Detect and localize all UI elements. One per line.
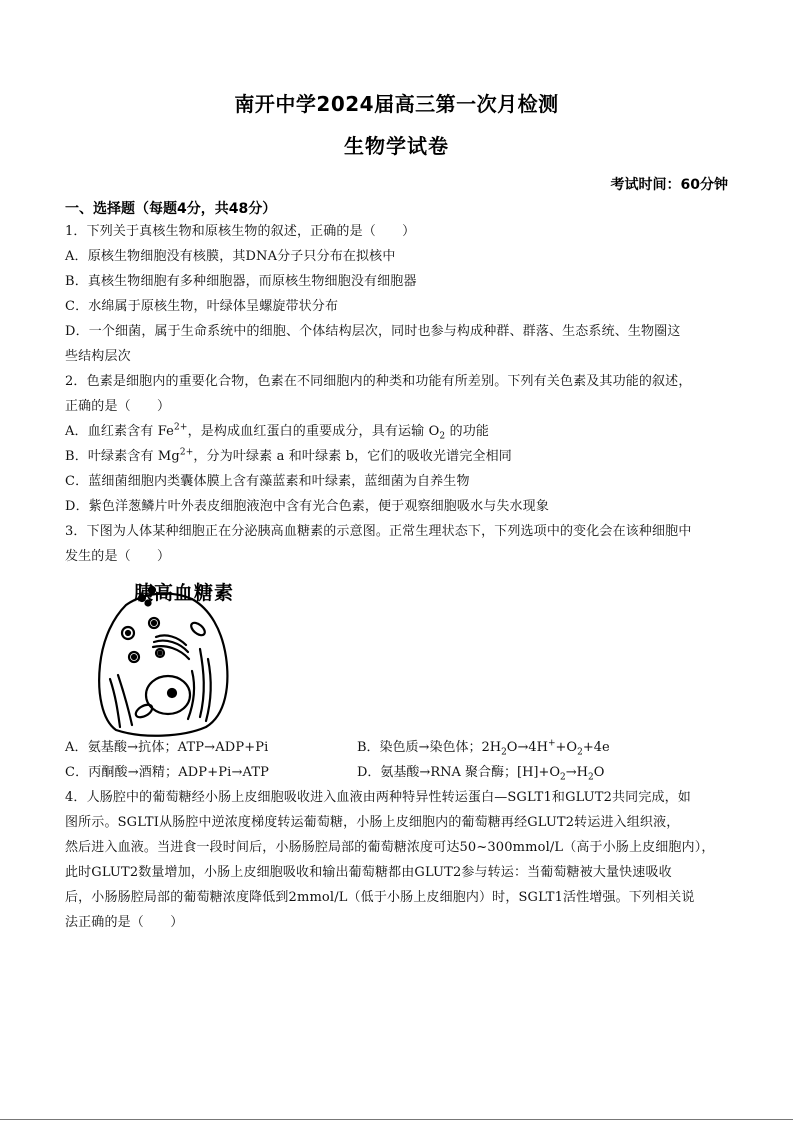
page-bottom-rule [0, 1119, 793, 1120]
page-subtitle: 生物学试卷 [344, 134, 449, 158]
q3-option-d: D．氨基酸→RNA 聚合酶；$[H]+O_2\to H_2O$ [357, 765, 605, 783]
page-title: 南开中学2024届高三第一次月检测 [234, 92, 559, 116]
q2-stem-cont: 正确的是（ ） [65, 399, 171, 414]
exam-time: 考试时间：60分钟 [610, 177, 728, 193]
figure-label: 胰高血糖素 [134, 582, 235, 604]
q1-option-d: D．一个细菌，属于生命系统中的细胞、个体结构层次，同时也参与构成种群、群落、生态系统、生物圈这 [65, 324, 681, 339]
q1-option-b: B．真核生物细胞有多种细胞器，而原核生物细胞没有细胞器 [65, 274, 417, 289]
q3-option-c: C．丙酮酸→酒精；ADP+Pi→ATP [65, 765, 270, 780]
q2-option-a: A．血红素含有 $Fe^{2+}$，是构成血红蛋白的重要成分，具有运输 $O_2$ 的功能 [65, 422, 490, 442]
q4-stem-line-5: 后，小肠肠腔局部的葡萄糖浓度降低到2mmol/L（低于小肠上皮细胞内）时，SGLT1活性增强。下列相关说 [65, 890, 695, 905]
q2-stem: 2．色素是细胞内的重要化合物，色素在不同细胞内的种类和功能有所差别。下列有关色素及其功能的叙述， [65, 374, 692, 389]
q4-stem-line-3: 然后进入血液。当进食一段时间后，小肠肠腔局部的葡萄糖浓度可达50~300mmol/L（高于小肠上皮细胞内）， [65, 840, 715, 855]
q4-stem-line-1: 4．人肠腔中的葡萄糖经小肠上皮细胞吸收进入血液由两种特异性转运蛋白—SGLT1和GLUT2共同完成，如 [65, 790, 691, 805]
q1-option-d-cont: 些结构层次 [65, 349, 131, 364]
q1-option-c: C．水绵属于原核生物，叶绿体呈螺旋带状分布 [65, 299, 339, 314]
q3-option-a: A．氨基酸→抗体；ATP→ADP+Pi [65, 740, 269, 755]
secreting-cell-figure [88, 575, 288, 740]
q2-option-b: B．叶绿素含有 $Mg^{2+}$，分为叶绿素 a 和叶绿素 b，它们的吸收光谱完全相同 [65, 447, 512, 464]
q4-stem-line-2: 图所示。SGLTI从肠腔中逆浓度梯度转运葡萄糖，小肠上皮细胞内的葡萄糖再经GLUT2转运进入组织液， [65, 815, 680, 830]
q4-stem-line-6: 法正确的是（ ） [65, 915, 184, 930]
q3-option-b: B．染色质→染色体；$2H_2O\to 4H^++O_2+4e$ [357, 738, 610, 758]
q1-stem: 1．下列关于真核生物和原核生物的叙述，正确的是（ ） [65, 224, 416, 239]
section-heading: 一、选择题（每题4分，共48分） [65, 201, 277, 217]
q4-stem-line-4: 此时GLUT2数量增加，小肠上皮细胞吸收和输出葡萄糖都由GLUT2参与转运：当葡萄糖被大量快速吸收 [65, 865, 672, 880]
q1-option-a: A．原核生物细胞没有核膜，其DNA分子只分布在拟核中 [65, 249, 396, 264]
q3-stem: 3．下图为人体某种细胞正在分泌胰高血糖素的示意图。正常生理状态下，下列选项中的变化会在该种细胞中 [65, 524, 692, 539]
q2-option-d: D．紫色洋葱鳞片叶外表皮细胞液泡中含有光合色素，便于观察细胞吸水与失水现象 [65, 499, 549, 514]
q2-option-c: C．蓝细菌细胞内类囊体膜上含有藻蓝素和叶绿素，蓝细菌为自养生物 [65, 474, 470, 489]
q3-stem-cont: 发生的是（ ） [65, 549, 171, 564]
